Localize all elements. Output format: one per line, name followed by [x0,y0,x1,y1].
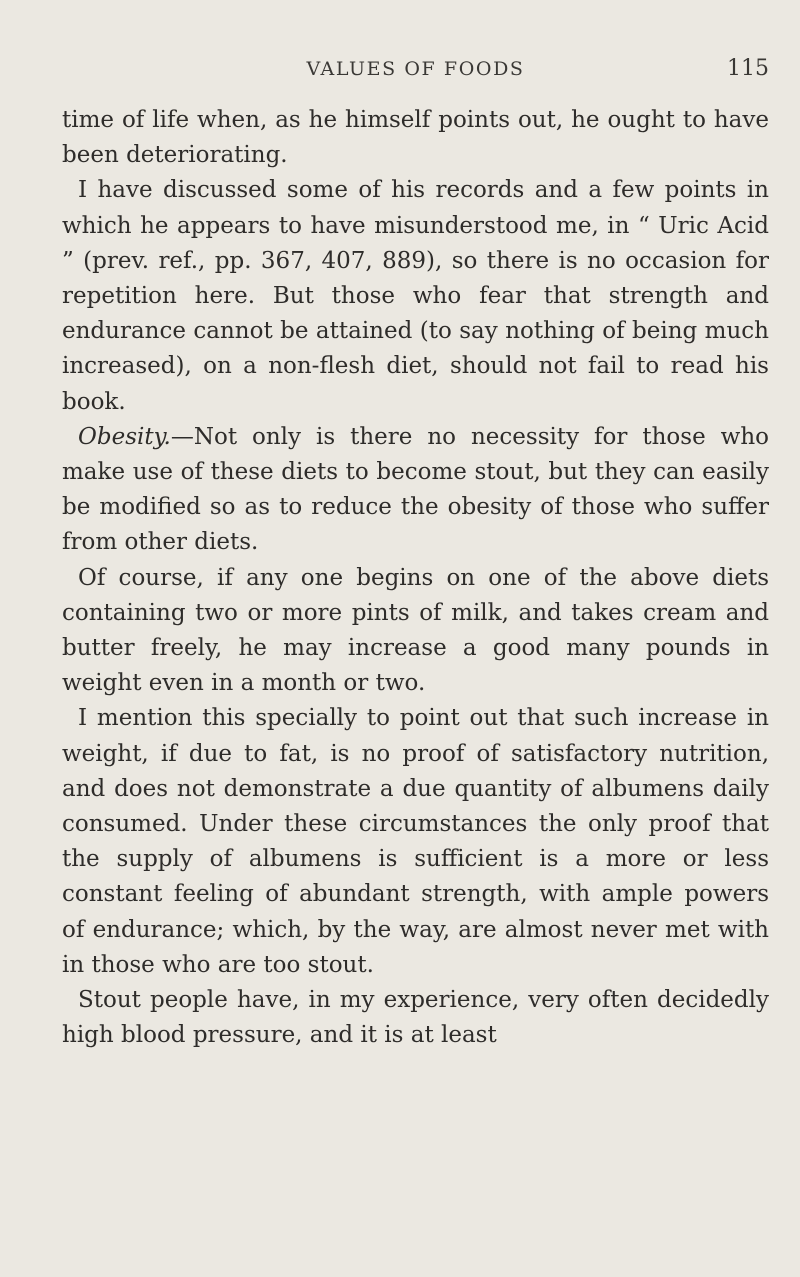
running-title: VALUES OF FOODS [306,58,525,80]
paragraph: I have discussed some of his records and a few points in which he appears to have misunderstood me, in “ Uric Acid ” (prev. ref., pp. 367, 407, 889), so there is no occasion for repetition here. But those who fear that strength and endurance cannot be attained (to say nothing of being much increased), on a non-flesh diet, should not fail to read his book. [62,177,769,415]
paragraph-text: —Not only is there no necessity for those who make use of these diets to become stout, but they can easily be modified so as to reduce the obesity of those who suffer from other diets. [62,423,769,556]
paragraph: I mention this specially to point out that such increase in weight, if due to fat, is no proof of satisfactory nutrition, and does not demonstrate a due quantity of albumens daily consumed. Under these circumstances the only proof that the supply of albumens is sufficient is a more or less constant feeling of abundant strength, with ample powers of endurance; which, by the way, are almost never met with in those who are too stout. [62,705,769,978]
paragraph: Of course, if any one begins on one of the above diets containing two or more pints of milk, and takes cream and butter freely, he may increase a good many pounds in weight even in a month or two. [62,564,769,697]
paragraph: Stout people have, in my experience, very often decidedly high blood pressure, and it is at least [62,987,769,1049]
paragraph-obesity [62,420,769,561]
body-text [62,103,769,1053]
page-number: 115 [727,56,769,81]
running-head [62,50,769,90]
paragraph: time of life when, as he himself points out, he ought to have been deteriorating. [62,107,769,169]
section-heading-obesity: Obesity. [78,423,171,450]
